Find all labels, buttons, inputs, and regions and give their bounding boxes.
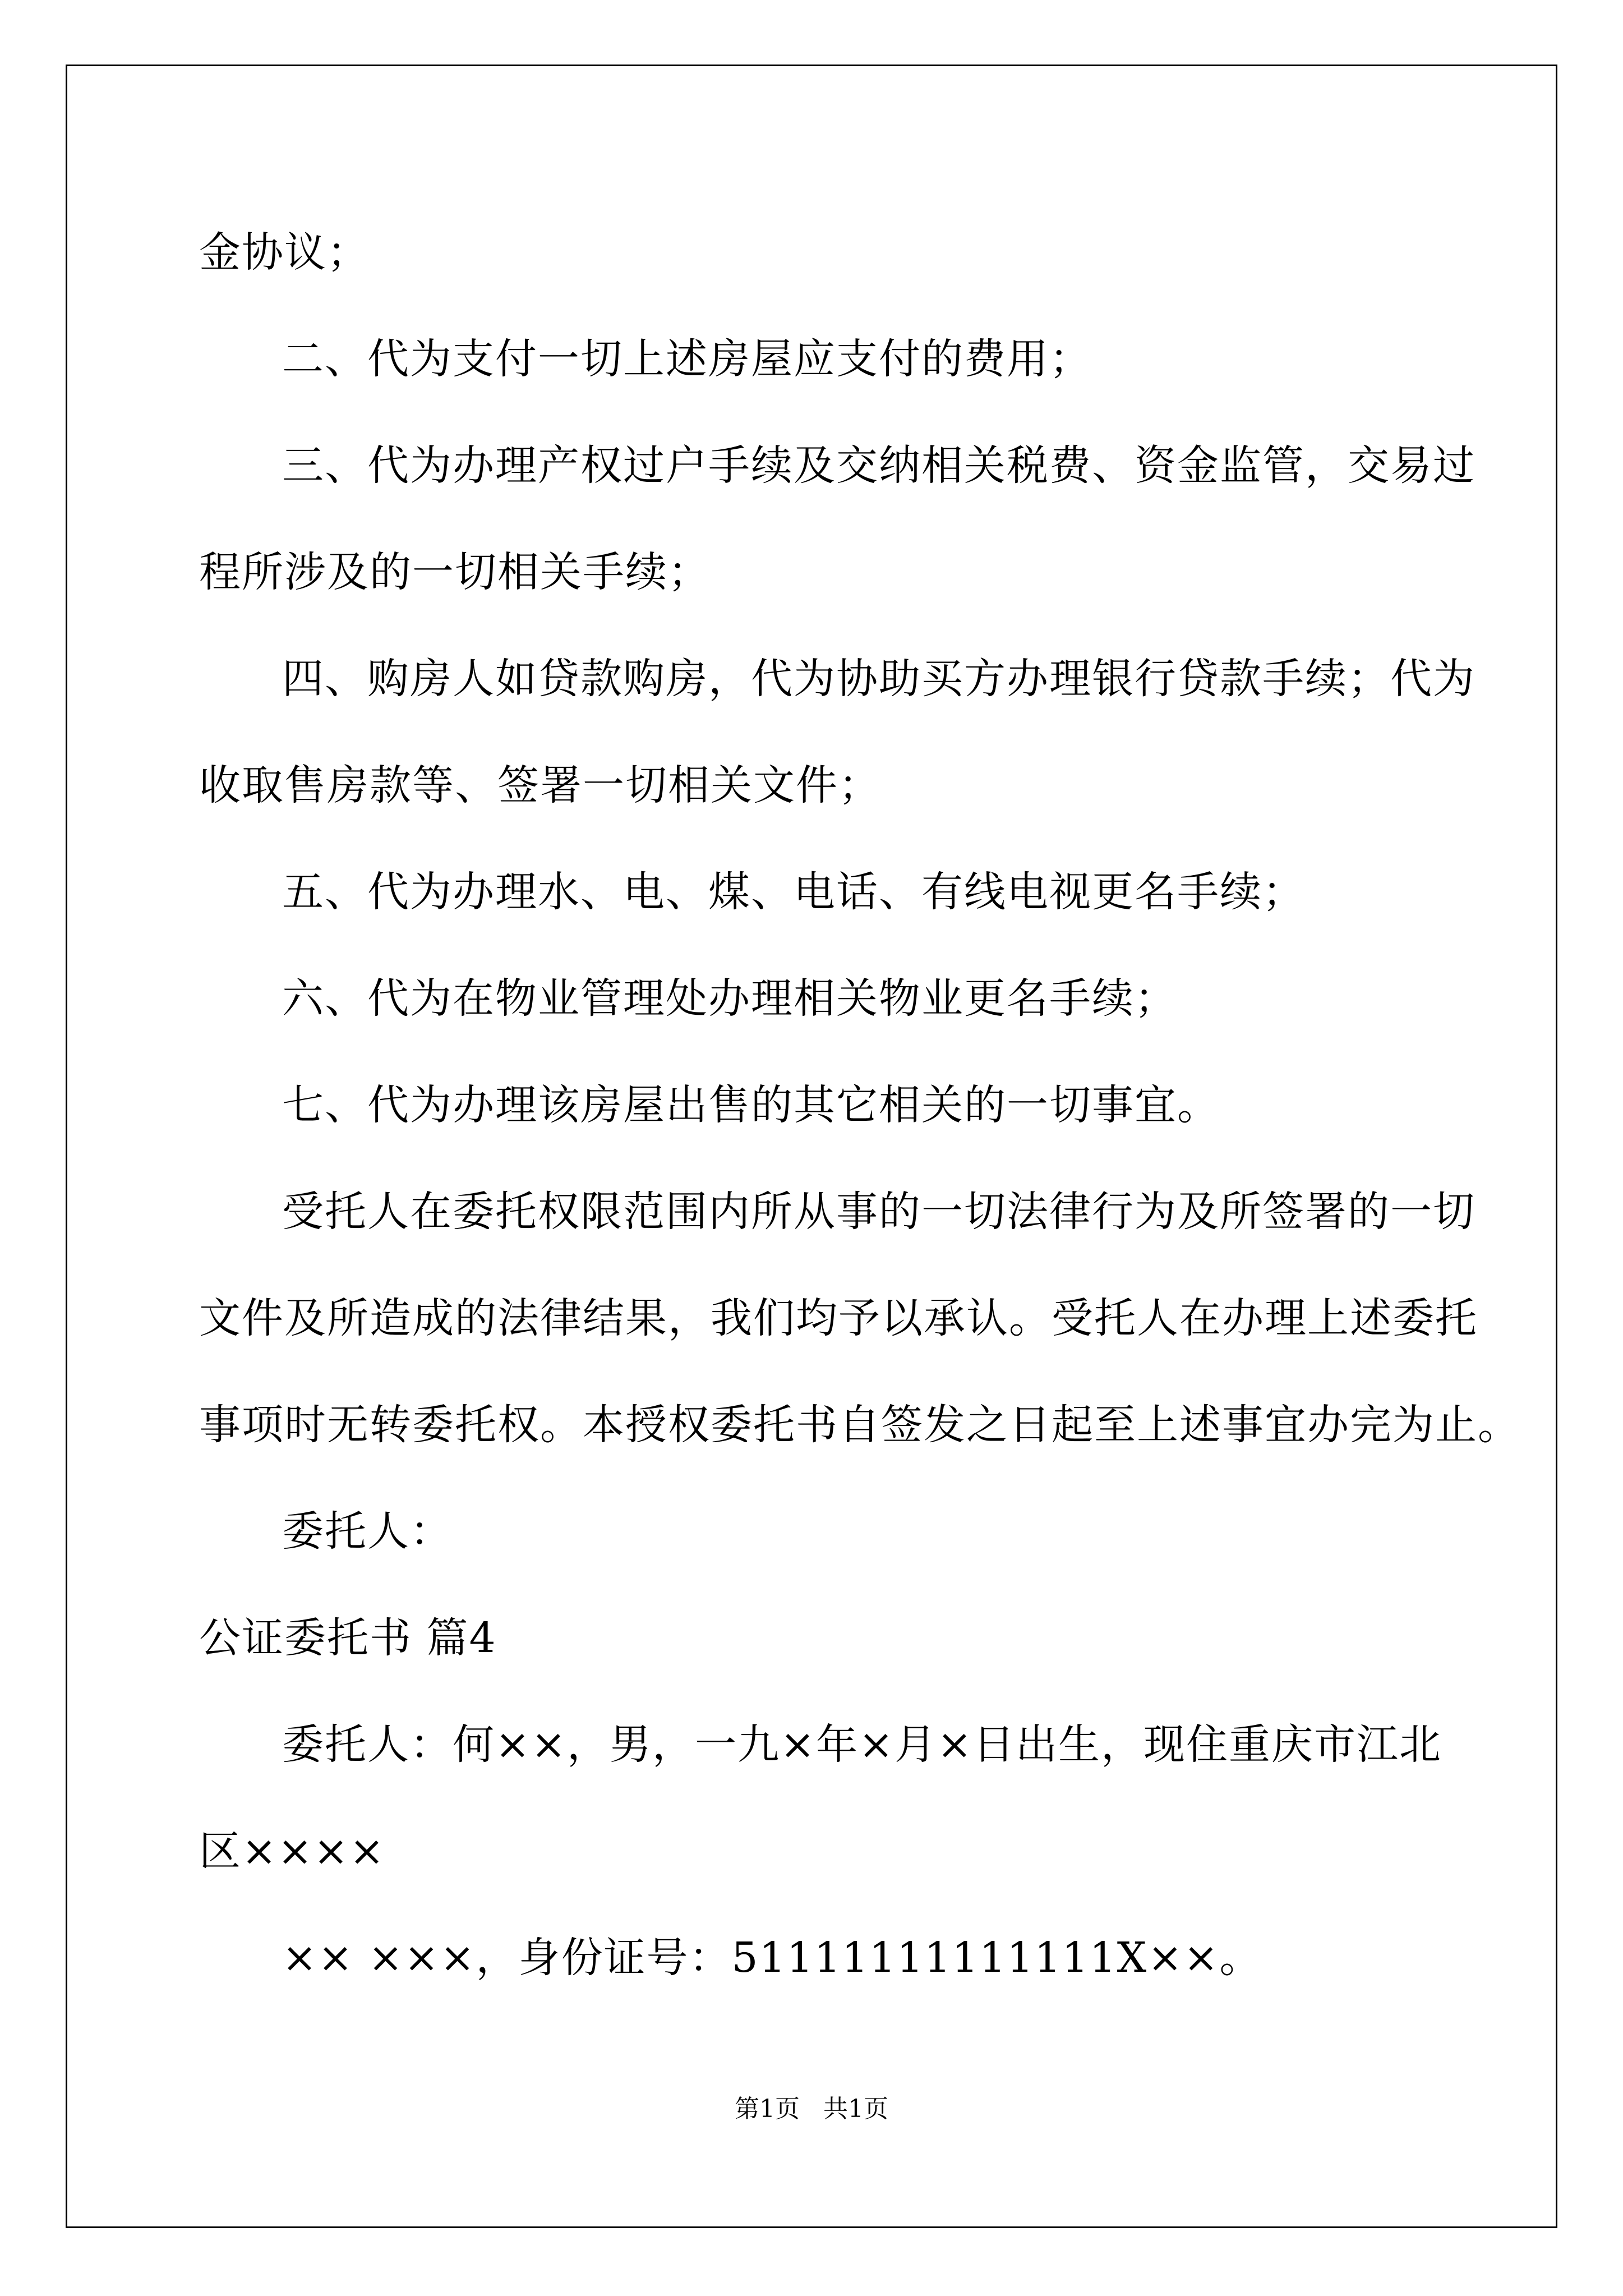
text-line: 五、代为办理水、电、煤、电话、有线电视更名手续； <box>282 868 1305 916</box>
text-line: 二、代为支付一切上述房屋应支付的费用； <box>282 335 1092 383</box>
section-heading: 公证委托书 篇4 <box>199 1614 497 1662</box>
text-line: 委托人： <box>282 1507 453 1556</box>
text-line: 事项时无转委托权。本授权委托书自签发之日起至上述事宜办完为止。 <box>199 1401 1520 1449</box>
text-line: 区×××× <box>199 1827 386 1875</box>
page-number-footer: 第1页 共1页 <box>735 2095 888 2123</box>
page-border <box>66 65 1557 2228</box>
text-line: 文件及所造成的法律结果，我们均予以承认。受托人在办理上述委托 <box>199 1294 1478 1342</box>
text-line: 委托人：何××，男，一九×年×月×日出生，现住重庆市江北 <box>282 1720 1442 1769</box>
text-line: 四、购房人如贷款购房，代为协助买方办理银行贷款手续；代为 <box>282 655 1476 703</box>
text-line: 金协议； <box>199 228 370 277</box>
text-line: 收取售房款等、签署一切相关文件； <box>199 761 881 809</box>
text-line: 六、代为在物业管理处办理相关物业更名手续； <box>282 974 1177 1023</box>
text-line: 七、代为办理该房屋出售的其它相关的一切事宜。 <box>282 1081 1220 1129</box>
text-line: 受托人在委托权限范围内所从事的一切法律行为及所签署的一切 <box>282 1188 1476 1236</box>
text-line: 三、代为办理产权过户手续及交纳相关税费、资金监管，交易过 <box>282 441 1476 490</box>
text-line: 程所涉及的一切相关手续； <box>199 548 711 596</box>
text-line: ×× ×××，身份证号：51111111111111X××。 <box>282 1934 1262 1982</box>
